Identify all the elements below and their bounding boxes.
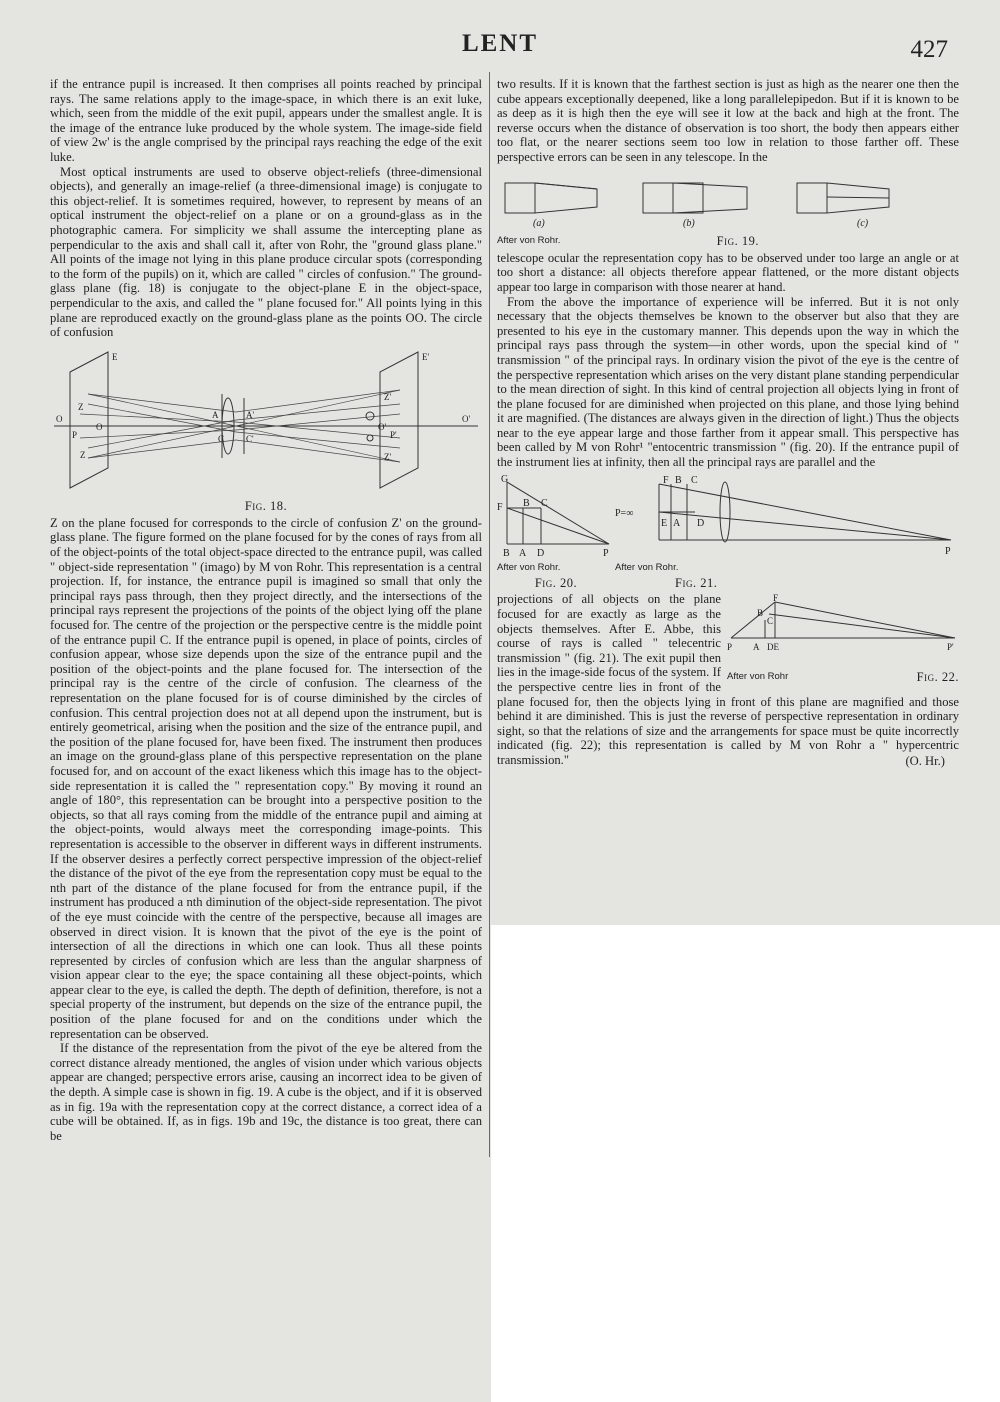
author-initials: (O. Hr.) bbox=[905, 753, 945, 768]
fig21-label: P=∞ bbox=[615, 507, 634, 519]
column-divider bbox=[489, 72, 490, 1157]
right-column bbox=[497, 77, 959, 768]
fig22-label: A bbox=[753, 642, 760, 653]
fig21-label: D bbox=[697, 517, 705, 529]
fig22-label: P' bbox=[947, 642, 954, 653]
fig20-label: B bbox=[503, 547, 510, 558]
fig18-label: C' bbox=[246, 433, 254, 444]
fig18-label: O bbox=[96, 421, 103, 432]
fig18-label: P bbox=[72, 429, 78, 440]
fig18-label: E' bbox=[422, 351, 430, 362]
fig18-label: C bbox=[218, 433, 225, 444]
fig20-caption: Fig. 20. bbox=[534, 575, 578, 590]
fig21-label: P bbox=[945, 545, 951, 557]
fig22-credit: After von Rohr bbox=[727, 671, 789, 683]
figure-20 bbox=[497, 474, 615, 591]
figure-18 bbox=[50, 346, 482, 514]
fig18-label: Z bbox=[78, 401, 84, 412]
fig18-label: O bbox=[56, 413, 63, 424]
fig18-label: Z bbox=[80, 449, 86, 460]
fig18-diagram bbox=[50, 346, 482, 496]
fig22-label: C bbox=[767, 616, 774, 627]
fig20-label: G bbox=[501, 473, 509, 485]
fig21-label: B bbox=[675, 474, 682, 486]
fig22-label: P bbox=[727, 642, 733, 653]
fig20-credit: After von Rohr. bbox=[497, 562, 561, 574]
fig18-label: A bbox=[212, 409, 219, 420]
figure-22 bbox=[727, 594, 959, 684]
fig19-caption: Fig. 19. bbox=[716, 234, 759, 249]
fig22-label: B bbox=[757, 608, 764, 619]
fig22-caption: Fig. 22. bbox=[916, 670, 959, 685]
fig19-label: (c) bbox=[857, 217, 869, 229]
paragraph: If the distance of the representation from the pivot of the eye be altered from the correct distance already mentioned, the angles of vision under which various objects appear are changed; perspective errors arise, causing an incorrect idea to be given of the depth. A simple case is shown in fig. 19. A cube is the object, and if it is observed as in fig. 19a with the representation copy at the correct distance, a correct idea of a cube will be obtained. If, as in figs. 19b and 19c, the distance is too great, there can be bbox=[50, 1041, 482, 1143]
fig21-diagram bbox=[615, 474, 959, 558]
fig20-label: P bbox=[603, 547, 609, 558]
fig20-label: A bbox=[519, 547, 527, 558]
fig19-label: (a) bbox=[533, 217, 545, 229]
fig21-label: C bbox=[691, 474, 698, 486]
paragraph: telescope ocular the representation copy has to be observed under too large an angle or at too short a distance: all objects therefore appear flattened, or the more distant objects appear too large in comparison with those nearer at hand. bbox=[497, 250, 959, 294]
fig20-label: F bbox=[497, 501, 503, 513]
fig18-caption: Fig. 18. bbox=[244, 499, 288, 514]
page-header-title: LENT bbox=[461, 30, 539, 57]
fig18-label: Z' bbox=[384, 391, 392, 402]
fig18-label: O' bbox=[378, 421, 387, 432]
left-column bbox=[50, 77, 482, 1143]
fig18-label: O' bbox=[462, 413, 471, 424]
figure-19 bbox=[497, 169, 959, 249]
fig18-label: P' bbox=[390, 429, 397, 440]
paragraph: if the entrance pupil is increased. It then comprises all points reached by principal rays. The same relations apply to the image-space, in which there is an exit luke, which, seen from the middle of the exit pupil, appears under the smallest angle. It is the image of the entrance luke produced by the whole system. The image-side field of view 2w' is the angle comprised by the principal rays reaching the edge of the exit luke. bbox=[50, 77, 482, 164]
fig19-credit: After von Rohr. bbox=[497, 235, 561, 247]
paragraph: projections of all objects on the plane focused for are exactly as large as the objects themselves. After E. Abbe, this course of rays is called " telecentric transmission " (fig. 21). The exit pupil then lies in the image-side focus of the system. If the perspective centre lies in front of the plane focused for, then the objects lying in front of this plane are magnified and those behind it are diminished. This is just the reverse of perspective representation in ordinary sight, so that the relations of size and the arrangements for space must be quite incorrectly indicated (fig. 22); this representation is called by M von Rohr a " hypercentric transmission." bbox=[497, 592, 959, 767]
fig21-label: F bbox=[663, 474, 669, 486]
fig20-label: B bbox=[523, 497, 530, 509]
fig22-diagram bbox=[727, 594, 959, 666]
fig19-diagram bbox=[497, 169, 959, 231]
fig20-label: D bbox=[537, 547, 545, 558]
fig22-label: F bbox=[773, 594, 779, 604]
paragraph: From the above the importance of experience will be inferred. But it is not only necessary that the objects themselves be known to the observer but also that they are presented to his eye in the customary manner. This depends upon the way in which the principal rays pass through the system—in other words, upon the special kind of " transmission " of the principal rays. In ordinary vision the pivot of the eye is the centre of the perspective representation which arises on the very distant plane standing perpendicular to the mean direction of sight. In this kind of central projection all objects lying in front of the plane focused for are diminished when projected on this plane, and those lying behind it are magnified. (The distances are always given in the direction of light.) Thus the objects near to the eye appear large and those farther from it appear small. This perspective has been called by M von Rohr¹ "entocentric transmission " (fig. 20). If the entrance pupil of the instrument lies at infinity, then all the principal rays are parallel and the bbox=[497, 294, 959, 470]
paragraph: two results. If it is known that the farthest section is just as high as the nearer one then the cube appears exceptionally deepened, like a long parallelepipedon. But if it is known to be as deep as it is high then the eye will see it low at the back and high at the front. The reverse occurs when the distance of observation is too short, the body then appears either too flat, or the nearer sections seem too low in relation to those farther off. These perspective errors can be seen in any telescope. In the bbox=[497, 77, 959, 164]
fig19-label: (b) bbox=[683, 217, 695, 229]
fig21-label: A bbox=[673, 517, 681, 529]
blank-page-area bbox=[491, 925, 1000, 1402]
fig18-label: E bbox=[112, 351, 118, 362]
fig20-label: C bbox=[541, 497, 548, 509]
fig21-credit: After von Rohr. bbox=[615, 562, 679, 574]
fig22-label: DE bbox=[767, 642, 779, 653]
page-number: 427 bbox=[910, 36, 948, 63]
figure-21 bbox=[615, 474, 959, 591]
fig18-label: A' bbox=[246, 409, 255, 420]
fig21-label: E bbox=[661, 517, 668, 529]
paragraph: Most optical instruments are used to observe object-reliefs (three-dimensional objects), and generally an image-relief (a three-dimensional image) is conjugate to this object-relief. It is sometimes required, however, to represent by means of an optical instrument the object-relief on a plane or on a ground-glass as in the photographic camera. For simplicity we shall assume the intercepting plane as perpendicular to the axis and shall call it, after von Rohr, the "ground glass plane." All points of the image not lying in this plane produce circular spots (corresponding to the form of the pupils) on it, which are called " circles of confusion." The ground-glass plane (fig. 18) is conjugate to the object-plane E in the object-space, perpendicular to the axis, and called the " plane focused for." All points lying in this plane are reproduced exactly on the ground-glass plane as the points OO. The circle of confusion bbox=[50, 164, 482, 340]
figures-20-21 bbox=[497, 474, 959, 591]
fig21-caption: Fig. 21. bbox=[675, 575, 718, 590]
fig18-label: Z' bbox=[384, 451, 392, 462]
fig20-diagram bbox=[497, 474, 615, 558]
paragraph: Z on the plane focused for corresponds to the circle of confusion Z' on the ground-glass plane. The figure formed on the plane focused for by the cones of rays from all of the object-points of the total object-space directed to the entrance pupil, was called " object-side representation " (imago) by M von Rohr. This representation is a central projection. If, for instance, the entrance pupil is imagined so small that only the principal rays pass through, then they project directly, and the intersections of the principal rays represent the projections of the points of the object lying off the plane focused for. The centre of the projection or the perspective centre is the middle point of the entrance pupil C. If the entrance pupil is opened, in place of points, circles of confusion appear, whose size depends upon the size of the entrance pupil and the position of the object-points and the plane focused for. The intersection of the principal ray is the centre of the circle of confusion. The clearness of the representation on the plane focused for is of course diminished by the circles of confusion. This central projection does not at all depend upon the instrument, but is entirely geometrical, arising when the position and the size of the entrance pupil, and the position of the plane focused for, have been fixed. The instrument then produces an image on the ground-glass plane of this perspective representation on the plane focused for, and on account of the exact likeness which this image has to the object-side representation it is called the " representation copy." By moving it round an angle of 180°, this representation can be brought into a perspective position to the objects, so that all rays coming from the middle of the entrance pupil and aiming at the object-points, would always meet the corresponding image-points. This representation is accessible to the observer in different ways in different instruments. If the observer desires a perfectly correct perspective impression of the object-relief the distance of the pivot of the eye from the representation copy must be equal to the nth part of the distance of the plane focused for from the entrance pupil, if the instrument has produced a nth diminution of the object-side representation. The pivot of the eye must coincide with the centre of the perspective, because all images are observed in direct vision. It is known that the pivot of the eye is the point of intersection of all the directions in which one can look. Thus all these points represented by circles of confusion which are less than the angular sharpness of vision appear clear to the eye; the space containing all these object-points, which appear clear to the eye, is called the depth. The depth of definition, therefore, is not a special property of the instrument, but depends on the size of the entrance pupil, the position of the plane focused for and on the conditions under which the representation can be observed. bbox=[50, 515, 482, 1041]
